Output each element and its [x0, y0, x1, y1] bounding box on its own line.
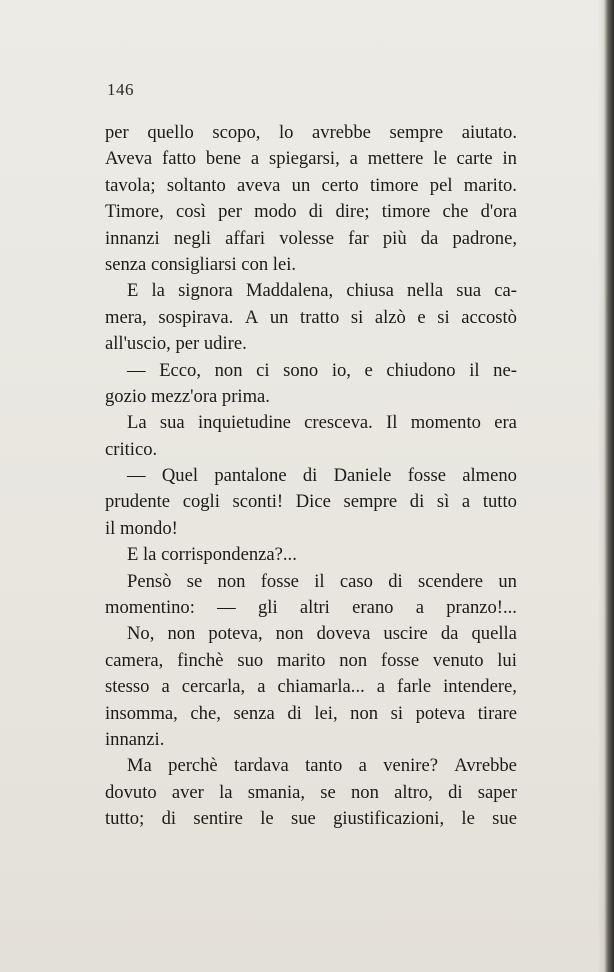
book-binding-edge	[604, 0, 614, 972]
word: A	[244, 306, 259, 328]
text-line: E la corrispondenza?...	[127, 544, 297, 566]
word: padrone,	[452, 227, 517, 249]
word: soltanto	[166, 174, 226, 196]
word: la	[219, 781, 233, 803]
text-line	[105, 674, 517, 700]
word: Avrebbe	[454, 755, 517, 777]
word: quello	[147, 122, 194, 143]
word: quella	[471, 623, 517, 645]
text-line	[105, 701, 517, 727]
word: ca-	[494, 280, 517, 302]
word: aveva	[237, 174, 281, 196]
text-line	[105, 648, 517, 674]
word: insomma,	[105, 702, 178, 724]
word: innanzi	[105, 227, 160, 249]
word: timore	[381, 201, 431, 223]
word: accostò	[461, 306, 517, 328]
text-line	[105, 226, 517, 252]
word: sempre	[389, 122, 444, 143]
word: altro,	[394, 781, 433, 803]
text-line	[105, 569, 517, 595]
word: bene	[205, 148, 242, 170]
word: un	[498, 570, 517, 592]
word: sconti!	[232, 491, 284, 513]
word: smania,	[247, 781, 306, 803]
word: non	[214, 359, 243, 381]
text-line	[105, 806, 517, 832]
word: La	[127, 412, 147, 434]
word: marito	[276, 649, 326, 671]
word: lo	[279, 122, 294, 143]
word: finchè	[177, 649, 224, 671]
word: sempre	[343, 491, 398, 513]
word: scopo,	[212, 122, 261, 143]
word: a	[358, 755, 367, 777]
word: Dice	[295, 491, 331, 513]
word: lei,	[314, 702, 338, 724]
text-line	[105, 595, 517, 621]
word: tratto	[300, 306, 340, 328]
word: ne-	[493, 359, 517, 381]
word: No,	[127, 623, 155, 645]
word: si	[437, 306, 450, 328]
word: camera,	[105, 649, 164, 671]
word: gli	[258, 597, 278, 619]
text-line	[105, 120, 517, 146]
word: Quel	[161, 465, 199, 487]
word: pantalone	[214, 465, 287, 487]
word: cercarla,	[181, 676, 246, 698]
text-line: critico.	[105, 438, 158, 460]
word: di	[448, 781, 463, 803]
word: nella	[407, 280, 444, 302]
word: Daniele	[333, 465, 392, 487]
word: uscire	[383, 623, 428, 645]
word: sue	[492, 808, 517, 830]
word: non	[217, 570, 246, 592]
word: di	[409, 491, 425, 513]
word: marito.	[463, 174, 517, 196]
word: cogli	[182, 491, 220, 513]
word: avrebbe	[312, 122, 371, 143]
word: volesse	[279, 227, 334, 249]
word: scendere	[417, 570, 484, 592]
word: pranzo!...	[446, 597, 517, 619]
word: momentino:	[105, 597, 195, 619]
word: le	[433, 148, 447, 170]
word: modo	[254, 201, 297, 223]
word: tavola;	[105, 174, 156, 196]
word: se	[320, 781, 336, 803]
text-line	[105, 305, 517, 331]
word: di	[287, 702, 302, 724]
word: il	[469, 359, 480, 381]
word: pel	[429, 174, 453, 196]
word: perchè	[168, 755, 218, 777]
word: d'ora	[480, 201, 517, 223]
word: chiudono	[386, 359, 456, 381]
word: momento	[410, 412, 481, 434]
word: aver	[171, 781, 204, 803]
word: non	[167, 623, 196, 645]
word: farle	[397, 676, 432, 698]
word: fosse	[407, 465, 446, 487]
word: da	[420, 227, 439, 249]
word: negli	[173, 227, 212, 249]
word: era	[494, 412, 517, 434]
word: prudente	[105, 491, 171, 513]
word: Ma	[127, 755, 152, 777]
word: Pensò	[127, 570, 172, 592]
word: sono	[283, 359, 319, 381]
text-line	[105, 463, 517, 489]
text-line: il mondo!	[105, 517, 178, 539]
word: Timore,	[105, 201, 164, 223]
word: certo	[321, 174, 359, 196]
word: io,	[331, 359, 351, 381]
word: a	[415, 597, 424, 619]
text-line	[105, 146, 517, 172]
word: che	[442, 201, 469, 223]
word: tardava	[234, 755, 289, 777]
word: le	[461, 808, 475, 830]
word: sua	[159, 412, 185, 434]
word: a	[376, 676, 386, 698]
word: lui	[497, 649, 517, 671]
word: E	[127, 280, 139, 302]
word: e	[417, 306, 426, 328]
word: così	[175, 201, 206, 223]
text-line	[105, 621, 517, 647]
word: che,	[190, 702, 221, 724]
word: giustificazioni,	[333, 808, 445, 830]
text-line: innanzi.	[105, 728, 165, 750]
text-line: gozio mezz'ora prima.	[105, 385, 270, 407]
word: stesso	[105, 676, 150, 698]
word: in	[502, 148, 517, 170]
word: Ecco,	[159, 359, 201, 381]
word: la	[151, 280, 165, 302]
word: a	[250, 148, 260, 170]
word: un	[291, 174, 311, 196]
word: un	[269, 306, 289, 328]
word: altri	[299, 597, 330, 619]
word: suo	[237, 649, 264, 671]
word: il	[314, 570, 325, 592]
word: mettere	[367, 148, 424, 170]
word: tanto	[305, 755, 343, 777]
text-line	[105, 780, 517, 806]
word: fosse	[260, 570, 299, 592]
word: si	[390, 702, 404, 724]
word: a	[161, 676, 170, 698]
word: timore	[369, 174, 419, 196]
word: intendere,	[443, 676, 517, 698]
word: se	[186, 570, 203, 592]
word: di	[302, 465, 318, 487]
word: non	[351, 781, 379, 803]
word: a	[257, 676, 266, 698]
word: tutto;	[105, 808, 145, 830]
word: venuto	[432, 649, 484, 671]
word: chiusa	[346, 280, 394, 302]
text-line	[105, 358, 517, 384]
word: doveva	[316, 623, 371, 645]
word: aiutato.	[461, 122, 517, 143]
word: si	[350, 306, 364, 328]
word: caso	[339, 570, 373, 592]
text-line	[105, 173, 517, 199]
word: sentire	[193, 808, 243, 830]
text-line	[105, 410, 517, 436]
word: sospirava.	[158, 306, 234, 328]
word: inquietudine	[197, 412, 291, 434]
word: sue	[290, 808, 316, 830]
word: di	[161, 808, 177, 830]
word: per	[105, 122, 129, 143]
word: cresceva.	[304, 412, 373, 434]
word: a	[349, 148, 358, 170]
word: almeno	[462, 465, 517, 487]
word: a	[461, 491, 471, 513]
word: senza	[233, 702, 275, 724]
word: per	[218, 201, 242, 223]
text-line: all'uscio, per udire.	[105, 333, 247, 355]
word: mera,	[105, 306, 147, 328]
word: carte	[456, 148, 493, 170]
text-line	[105, 278, 517, 304]
word: e	[364, 359, 373, 381]
word: poteva,	[208, 623, 263, 645]
word: dire;	[335, 201, 370, 223]
word: affari	[225, 227, 266, 249]
word: fosse	[380, 649, 420, 671]
text-line	[105, 489, 517, 515]
word: far	[348, 227, 369, 249]
word: tutto	[482, 491, 517, 513]
word: fatto	[162, 148, 197, 170]
word: di	[308, 201, 324, 223]
page-number: 146	[107, 80, 134, 99]
text-line	[105, 753, 517, 779]
word: venire?	[383, 755, 438, 777]
word: spiegarsi,	[268, 148, 340, 170]
word: non	[275, 623, 304, 645]
word: le	[260, 808, 274, 830]
word: poteva	[415, 702, 466, 724]
body-text	[105, 120, 517, 833]
word: non	[350, 702, 379, 724]
word: alzò	[374, 306, 406, 328]
word: Aveva	[105, 148, 153, 170]
word: non	[339, 649, 368, 671]
word: signora	[178, 280, 233, 302]
word: Il	[386, 412, 398, 434]
word: più	[382, 227, 407, 249]
word: dovuto	[105, 781, 157, 803]
word: da	[440, 623, 459, 645]
word: Maddalena,	[245, 280, 334, 302]
word: sì	[436, 491, 450, 513]
word: sua	[456, 280, 482, 302]
word: tirare	[477, 702, 517, 724]
word: erano	[352, 597, 394, 619]
word: —	[127, 465, 146, 487]
word: —	[217, 597, 236, 619]
word: saper	[477, 781, 517, 803]
word: —	[127, 359, 146, 381]
text-line: senza consigliarsi con lei.	[105, 253, 297, 275]
word: ci	[256, 359, 270, 381]
word: di	[388, 570, 403, 592]
word: chiamarla...	[277, 676, 365, 698]
text-line	[105, 199, 517, 225]
